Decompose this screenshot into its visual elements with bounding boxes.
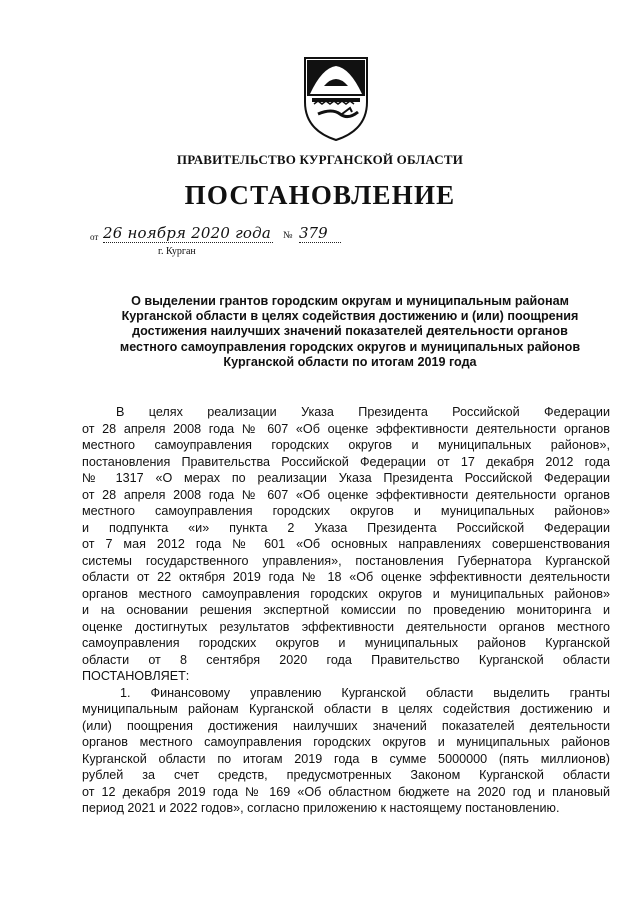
document-type-heading: ПОСТАНОВЛЕНИЕ xyxy=(184,180,456,210)
body-line: от 12 декабря 2019 года № 169 «Об областном бюджете на 2020 год и плановый xyxy=(82,784,610,799)
body-line: органов местного самоуправления городских округов и муниципальных районов» xyxy=(82,586,610,601)
body-line: местного самоуправления городских округов и муниципальных районов» xyxy=(82,504,610,518)
body-line: № 1317 «О мерах по реализации Указа Президента Российской Федерации xyxy=(82,471,610,485)
number-label: № xyxy=(283,230,293,241)
government-name: ПРАВИТЕЛЬСТВО КУРГАНСКОЙ ОБЛАСТИ xyxy=(176,152,464,167)
body-line: (или) поощрения достижения наилучших значений показателей деятельности xyxy=(82,718,610,733)
title-line: Курганской области по итогам 2019 года xyxy=(223,354,477,369)
body-line: и подпункта «и» пункта 2 Указа Президента Российской Федерации xyxy=(82,520,610,535)
body-line: В целях реализации Указа Президента Российской Федерации xyxy=(116,405,610,419)
body-line: оценке достигнутых результатов эффективности деятельности органов местного xyxy=(82,619,610,634)
decree-body xyxy=(82,404,610,817)
body-line: муниципальным районам Курганской области в целях содействия достижению и xyxy=(82,702,610,716)
from-label: от xyxy=(90,232,99,242)
body-line: области от 8 сентября 2020 года Правительство Курганской области xyxy=(82,652,610,667)
title-line: Курганской области в целях содействия достижению и (или) поощрения xyxy=(121,309,579,324)
body-line: постановления Правительства Российской Федерации от 17 декабря 2012 года xyxy=(82,454,610,469)
decree-title xyxy=(100,294,600,370)
body-line: от 28 апреля 2008 года № 607 «Об оценке эффективности деятельности органов xyxy=(82,487,610,502)
body-line: и на основании решения экспертной комиссии по проведению мониторинга и xyxy=(82,603,610,617)
title-line: достижения наилучших значений показателей деятельности органов xyxy=(132,324,568,339)
title-line: О выделении грантов городским округам и муниципальным районам xyxy=(131,294,569,308)
body-line: ПОСТАНОВЛЯЕТ: xyxy=(82,669,190,683)
decree-date: 26 ноября 2020 года xyxy=(103,224,273,243)
coat-of-arms-emblem xyxy=(302,56,370,142)
dateline xyxy=(0,224,640,264)
body-line: Курганской области по итогам 2019 года в сумме 5000000 (пять миллионов) xyxy=(82,751,610,766)
body-line: период 2021 и 2022 годов», согласно приложению к настоящему постановлению. xyxy=(82,801,560,815)
decree-number: 379 xyxy=(299,224,341,243)
body-line: местного самоуправления городских округов и муниципальных районов», xyxy=(82,438,610,452)
body-line: от 7 мая 2012 года № 601 «Об основных направлениях совершенствования xyxy=(82,537,610,551)
body-line: системы государственного управления», постановления Губернатора Курганской xyxy=(82,553,610,568)
body-line: органов местного самоуправления городских округов и муниципальных районов xyxy=(82,735,610,749)
body-line: области от 22 октября 2019 года № 18 «Об оценке эффективности деятельности xyxy=(82,570,610,584)
body-line: от 28 апреля 2008 года № 607 «Об оценке эффективности деятельности органов xyxy=(82,421,610,436)
body-line: 1. Финансовому управлению Курганской области выделить гранты xyxy=(120,685,610,700)
body-line: рублей за счет средств, предусмотренных Законом Курганской области xyxy=(82,768,610,782)
body-line: самоуправления городских округов и муниципальных районов Курганской xyxy=(82,636,610,650)
title-line: местного самоуправления городских округов и муниципальных районов xyxy=(119,339,581,354)
city-label: г. Курган xyxy=(158,246,196,257)
